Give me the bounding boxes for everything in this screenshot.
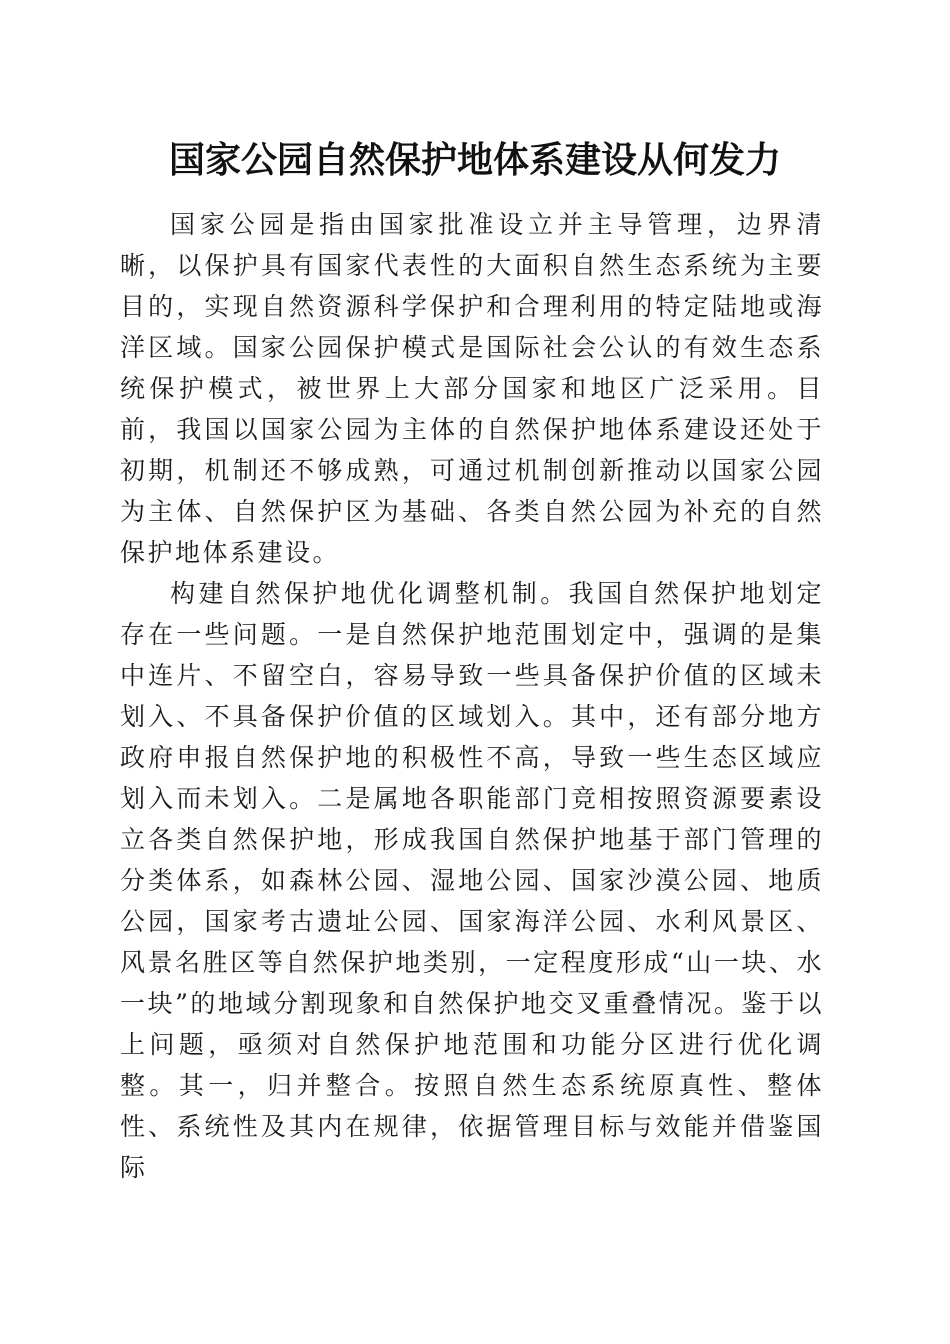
paragraph-intro: 国家公园是指由国家批准设立并主导管理，边界清晰，以保护具有国家代表性的大面积自然生态系统为主要目的，实现自然资源科学保护和合理利用的特定陆地或海洋区域。国家公园保护模式是国际社会公认的有效生态系统保护模式，被世界上大部分国家和地区广泛采用。目前，我国以国家公园为主体的自然保护地体系建设还处于初期，机制还不够成熟，可通过机制创新推动以国家公园为主体、自然保护区为基础、各类自然公园为补充的自然保护地体系建设。 [120, 210, 824, 567]
page-title: 国家公园自然保护地体系建设从何发力 [168, 139, 781, 181]
paragraph-optimization-mechanism: 构建自然保护地优化调整机制。我国自然保护地划定存在一些问题。一是自然保护地范围划定中，强调的是集中连片、不留空白，容易导致一些具备保护价值的区域未划入、不具备保护价值的区域划入。其中，还有部分地方政府申报自然保护地的积极性不高，导致一些生态区域应划入而未划入。二是属地各职能部门竞相按照资源要素设立各类自然保护地，形成我国自然保护地基于部门管理的分类体系，如森林公园、湿地公园、国家沙漠公园、地质公园，国家考古遗址公园、国家海洋公园、水利风景区、风景名胜区等自然保护地类别，一定程度形成“山一块、水一块”的地域分割现象和自然保护地交叉重叠情况。鉴于以上问题，亟须对自然保护地范围和功能分区进行优化调整。其一，归并整合。按照自然生态系统原真性、整体性、系统性及其内在规律，依据管理目标与效能并借鉴国际 [120, 579, 824, 1182]
article-body [120, 204, 824, 1188]
